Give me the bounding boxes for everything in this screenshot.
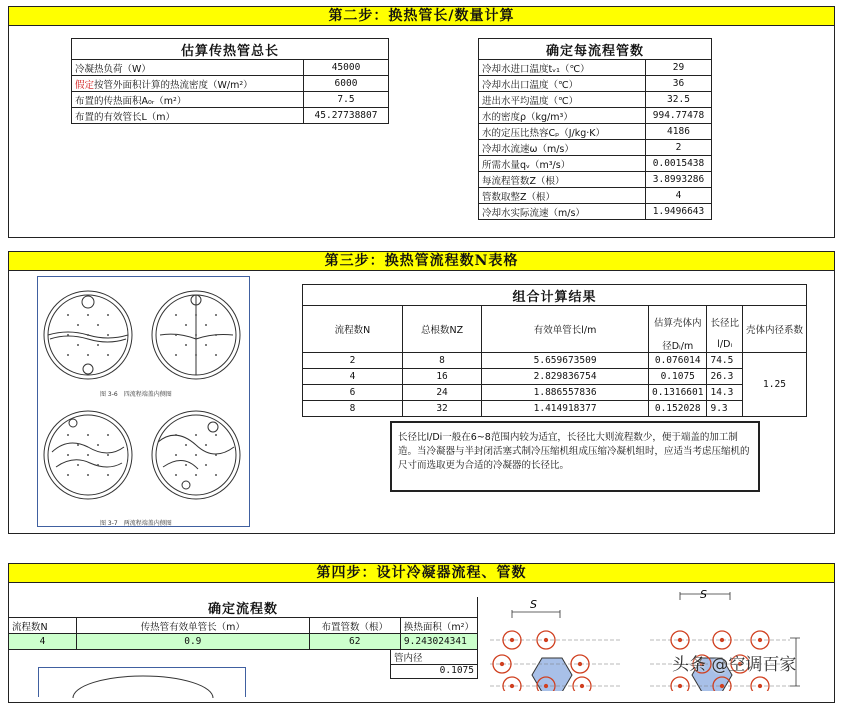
row-label: 布置的有效管长L（m） [72,108,304,124]
row-label [72,76,304,92]
tube-hole-dot [67,354,69,356]
row-value: 4186 [646,124,712,140]
tube-hole-dot [87,334,89,336]
total-tubes-value: 8 [402,352,481,368]
shell-diameter-value: 0.152028 [648,400,706,416]
tube-hole-dot [87,314,89,316]
tube-center [759,639,762,642]
tube-length-value: 1.414918377 [482,400,649,416]
step2-title-bar: 第二步：换热管长/数量计算 [8,6,835,26]
table-row [72,92,389,108]
tube-hole-dot [107,434,109,436]
end-cover-figure [37,276,250,527]
total-tubes-value: 24 [402,384,481,400]
tube-hole-dot [175,474,177,476]
table-row [303,384,807,400]
tube-center [545,685,548,688]
ratio-value: 14.3 [707,384,743,400]
tube-pitch-diagram [490,588,835,691]
tube-hole-dot [195,474,197,476]
tube-hole-dot [185,344,187,346]
tube-hole-dot [175,454,177,456]
tube-hole-dot [77,324,79,326]
passes-value: 6 [303,384,403,400]
row-value: 29 [646,60,712,76]
row-value: 45.27738807 [304,108,389,124]
col-area: 换热面积（m²） [400,618,477,634]
tube-hole-dot [195,434,197,436]
combo-results-table [302,284,807,417]
table-row [72,108,389,124]
table-row [479,60,712,76]
step3-title-bar: 第三步：换热管流程数N表格 [8,251,835,271]
tube-center [545,639,548,642]
tube-length-value: 2.829836754 [482,368,649,384]
total-tubes-value: 32 [402,400,481,416]
table-row [479,92,712,108]
tube-hole-dot [175,334,177,336]
pitch-label-1: S [530,598,537,611]
row-value: 1.9496643 [646,204,712,220]
end-cover-sketch [38,667,246,697]
table-row [479,76,712,92]
inner-diameter-value: 0.1075 [439,665,474,676]
table-row [303,400,807,416]
tube-length-value: 5.659673509 [482,352,649,368]
col-ratio-sub: l/Dᵢ [707,338,743,353]
row-value: 4 [646,188,712,204]
passes-value: 8 [303,400,403,416]
tube-hole-dot [87,434,89,436]
table-row [479,140,712,156]
tube-hole-dot [215,434,217,436]
row-value: 32.5 [646,92,712,108]
end-cover-drawing [38,277,249,526]
table-row [479,108,712,124]
table-row [479,172,712,188]
tube-hole-dot [185,464,187,466]
row-label: 冷却水进口温度tᵥ₁（℃） [479,60,646,76]
row-value: 994.77478 [646,108,712,124]
tube-hole-dot [175,354,177,356]
tube-hole-dot [67,314,69,316]
row-value: 2 [646,140,712,156]
row-value: 0.0015438 [646,156,712,172]
table-row [479,124,712,140]
row-label: 布置的传热面积A₀ᵣ（m²） [72,92,304,108]
tube-hole-dot [77,344,79,346]
passes-value: 2 [303,352,403,368]
tube-hole-dot [77,444,79,446]
col-shell-diameter-sub: 径Dᵢ/m [648,338,706,353]
tube-hole-dot [185,324,187,326]
table-row [479,156,712,172]
tube-hole-dot [215,354,217,356]
tube-hole-dot [175,434,177,436]
tube-center [721,685,724,688]
col-shell-coef: 壳体内径系数 [742,306,806,353]
tube-hole-dot [215,314,217,316]
aspect-ratio-note: 长径比l/Di一般在6~8范围内较为适宜，长径比大则流程数少，便于端盖的加工制造。当冷凝器与半封闭活塞式制冷压缩机组成压缩冷凝机组时，应适当考虑压缩机的尺寸而选取更为合适的冷凝器的长径比。 [390,421,760,492]
tube-hole-dot [205,444,207,446]
tube-center [511,639,514,642]
pitch-label-2: S [700,588,707,601]
row-value: 6000 [304,76,389,92]
ratio-value: 9.3 [707,400,743,416]
tube-hole-dot [195,454,197,456]
determine-passes-table [8,597,478,650]
combo-results-title: 组合计算结果 [303,285,807,306]
tube-center [721,639,724,642]
inner-diameter-box [390,649,478,679]
tube-hole-dot [87,354,89,356]
estimate-length-title: 估算传热管总长 [72,39,389,60]
table-row [9,634,478,650]
tube-hole-dot [87,454,89,456]
shell-diameter-value: 0.1075 [648,368,706,384]
tube-hole-dot [107,334,109,336]
col-ratio: 长径比 [707,306,743,338]
col-total-tubes: 总根数NZ [402,306,481,353]
col-tube-length: 有效单管长l/m [482,306,649,353]
tube-hole-dot [195,314,197,316]
tube-center [581,685,584,688]
tube-hole-dot [67,454,69,456]
table-row [303,368,807,384]
inner-diameter-label: 管内径 [391,650,477,665]
total-tubes-value: 16 [402,368,481,384]
tube-center [501,663,504,666]
col-passes: 流程数N [9,618,77,634]
table-row [72,60,389,76]
tube-hole-dot [67,474,69,476]
tube-hole-dot [107,354,109,356]
tube-hole-dot [107,314,109,316]
passes-value: 4 [9,634,77,650]
tube-hole-dot [67,334,69,336]
tube-hole-dot [195,334,197,336]
tube-hole-dot [77,464,79,466]
figure-caption-1: 图 3-6 四流程端盖内侧图 [100,391,172,398]
row-value: 45000 [304,60,389,76]
watermark: 头条 @空调百家 [672,655,797,675]
step4-title-bar: 第四步：设计冷凝器流程、管数 [8,563,835,583]
row-label: 管数取整Z（根） [479,188,646,204]
row-label-text: 按管外面积计算的热流密度（W/m²） [94,79,253,91]
table-row [303,352,807,368]
col-shell-diameter: 估算壳体内 [648,306,706,338]
figure-caption-2: 图 3-7 两流程端盖内侧图 [100,520,172,527]
tube-hole-dot [107,474,109,476]
tube-center [679,685,682,688]
row-label: 进出水平均温度（℃） [479,92,646,108]
row-label: 水的定压比热容Cₚ（J/kg·K） [479,124,646,140]
tube-center [511,685,514,688]
col-tube-length: 传热管有效单管长（m） [77,618,310,634]
assume-prefix: 假定 [75,79,95,91]
row-label: 每流程管数Z（根） [479,172,646,188]
determine-passes-title: 确定流程数 [9,597,478,618]
ratio-value: 74.5 [707,352,743,368]
passes-tubes-table [478,38,712,220]
row-value: 3.8993286 [646,172,712,188]
tube-hole-dot [205,464,207,466]
count-value: 62 [309,634,400,650]
tube-hole-dot [215,454,217,456]
tube-center [679,639,682,642]
tube-hole-dot [97,464,99,466]
row-value: 7.5 [304,92,389,108]
table-row [479,188,712,204]
row-value: 36 [646,76,712,92]
ratio-value: 26.3 [707,368,743,384]
tube-hole-dot [195,354,197,356]
tube-hole-dot [175,314,177,316]
table-row [479,204,712,220]
tube-hole-dot [97,324,99,326]
tube-hole-dot [107,454,109,456]
area-value: 9.243024341 [400,634,477,650]
passes-tubes-title: 确定每流程管数 [479,39,712,60]
col-tube-count: 布置管数（根） [309,618,400,634]
row-label: 冷凝热负荷（W） [72,60,304,76]
col-passes: 流程数N [303,306,403,353]
shell-coef-value: 1.25 [742,352,806,416]
tube-hole-dot [97,344,99,346]
row-label: 水的密度ρ（kg/m³） [479,108,646,124]
table-row [72,76,389,92]
row-label: 所需水量qᵥ（m³/s） [479,156,646,172]
tube-hole-dot [215,474,217,476]
tube-hole-dot [87,474,89,476]
tube-center [579,663,582,666]
length-value: 0.9 [77,634,310,650]
shell-diameter-value: 0.076014 [648,352,706,368]
tube-hole-dot [185,444,187,446]
tube-center [759,685,762,688]
tube-length-value: 1.886557836 [482,384,649,400]
shell-diameter-value: 0.1316601 [648,384,706,400]
row-label: 冷却水流速ω（m/s） [479,140,646,156]
row-label: 冷却水实际流速（m/s） [479,204,646,220]
tube-hole-dot [205,324,207,326]
passes-value: 4 [303,368,403,384]
row-label: 冷却水出口温度（℃） [479,76,646,92]
tube-hole-dot [205,344,207,346]
tube-hole-dot [67,434,69,436]
tube-hole-dot [97,444,99,446]
estimate-length-table [71,38,389,124]
tube-hole-dot [215,334,217,336]
